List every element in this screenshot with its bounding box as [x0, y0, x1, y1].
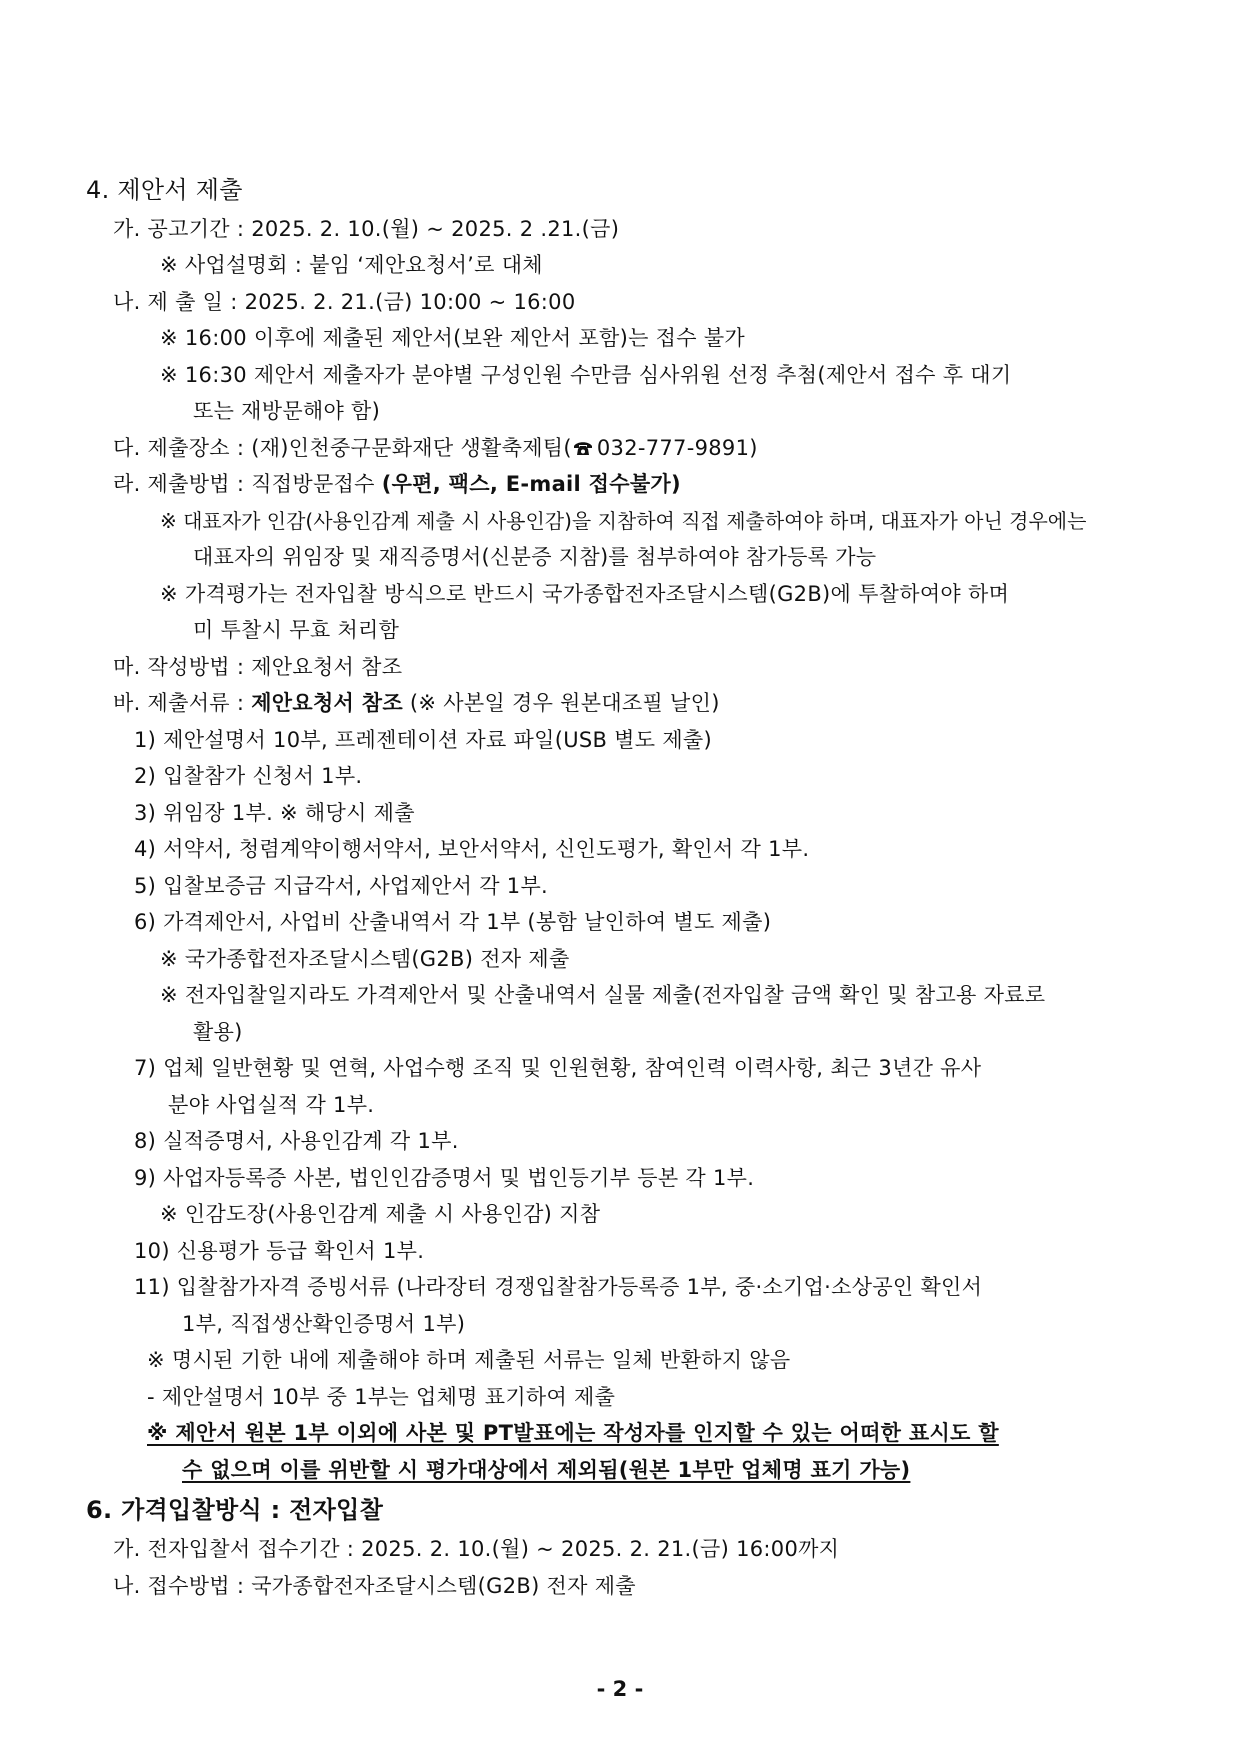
section-4-ra-note-2: ※ 가격평가는 전자입찰 방식으로 반드시 국가종합전자조달시스템(G2B)에 투찰하여야 하며 — [160, 582, 1010, 606]
section-4-ga-note: ※ 사업설명회 : 붙임 ‘제안요청서’로 대체 — [160, 253, 543, 277]
item-11-cont: 1부, 직접생산확인증명서 1부) — [182, 1312, 466, 1336]
company-name-note: - 제안설명서 10부 중 1부는 업체명 표기하여 제출 — [147, 1385, 616, 1409]
section-4-ma: 마. 작성방법 : 제안요청서 참조 — [113, 655, 403, 679]
item-9: 9) 사업자등록증 사본, 법인인감증명서 및 법인등기부 등본 각 1부. — [134, 1166, 755, 1190]
item-7: 7) 업체 일반현황 및 연혁, 사업수행 조직 및 인원현황, 참여인력 이력사항, 최근 3년간 유사 — [134, 1056, 982, 1080]
section-4-ga: 가. 공고기간 : 2025. 2. 10.(월) ~ 2025. 2 .21.(금) — [113, 217, 620, 241]
item-6-note-2: ※ 전자입찰일지라도 가격제안서 및 산출내역서 실물 제출(전자입찰 금액 확인 및 참고용 자료로 — [160, 983, 1046, 1007]
item-7-cont: 분야 사업실적 각 1부. — [168, 1093, 375, 1117]
documents-label: 바. 제출서류 : — [113, 691, 252, 715]
section-4-ba — [113, 690, 720, 716]
item-8: 8) 실적증명서, 사용인감계 각 1부. — [134, 1129, 459, 1153]
list-item: 5) 입찰보증금 지급각서, 사업제안서 각 1부. — [134, 874, 549, 898]
submission-phone: 032-777-9891) — [596, 436, 758, 460]
documents-copy-note: (※ 사본일 경우 원본대조필 날인) — [402, 691, 720, 715]
documents-reference: 제안요청서 참조 — [251, 691, 403, 715]
section-6-ga: 가. 전자입찰서 접수기간 : 2025. 2. 10.(월) ~ 2025. 2. 21.(금) 16:00까지 — [113, 1537, 840, 1561]
section-4-ra-note-2-cont: 미 투찰시 무효 처리함 — [193, 618, 400, 642]
list-item: 1) 제안설명서 10부, 프레젠테이션 자료 파일(USB 별도 제출) — [134, 728, 712, 752]
list-item: 3) 위임장 1부. ※ 해당시 제출 — [134, 801, 415, 825]
submission-method-label: 라. 제출방법 : 직접방문접수 — [113, 472, 382, 496]
section-4-na-note-2: ※ 16:30 제안서 제출자가 분야별 구성인원 수만큼 심사위원 선정 추첨(제안서 접수 후 대기 — [160, 363, 1012, 387]
list-item: 4) 서약서, 청렴계약이행서약서, 보안서약서, 신인도평가, 확인서 각 1부. — [134, 837, 810, 861]
item-10: 10) 신용평가 등급 확인서 1부. — [134, 1239, 425, 1263]
deadline-note: ※ 명시된 기한 내에 제출해야 하며 제출된 서류는 일체 반환하지 않음 — [147, 1348, 791, 1372]
section-4-na: 나. 제 출 일 : 2025. 2. 21.(금) 10:00 ~ 16:00 — [113, 290, 576, 314]
section-4-title: 4. 제안서 제출 — [86, 176, 243, 204]
section-4-da — [113, 435, 758, 463]
list-item: 2) 입찰참가 신청서 1부. — [134, 764, 363, 788]
list-item: 6) 가격제안서, 사업비 산출내역서 각 1부 (봉함 날인하여 별도 제출) — [134, 910, 772, 934]
section-6-na: 나. 접수방법 : 국가종합전자조달시스템(G2B) 전자 제출 — [113, 1574, 636, 1598]
section-4-ra-note-1: ※ 대표자가 인감(사용인감계 제출 시 사용인감)을 지참하여 직접 제출하여야 하며, 대표자가 아닌 경우에는 — [160, 509, 1087, 533]
telephone-icon — [573, 437, 593, 463]
item-6-note-1: ※ 국가종합전자조달시스템(G2B) 전자 제출 — [160, 947, 570, 971]
anonymity-warning: ※ 제안서 원본 1부 이외에 사본 및 PT발표에는 작성자를 인지할 수 있는 어떠한 표시도 할 — [147, 1421, 999, 1445]
section-4-ra — [113, 471, 681, 497]
section-4-ra-note-1-cont: 대표자의 위임장 및 재직증명서(신분증 지참)를 첨부하여야 참가등록 가능 — [193, 545, 877, 569]
section-4-na-note-1: ※ 16:00 이후에 제출된 제안서(보완 제안서 포함)는 접수 불가 — [160, 326, 746, 350]
anonymity-warning-cont: 수 없으며 이를 위반할 시 평가대상에서 제외됨(원본 1부만 업체명 표기 가능) — [182, 1458, 911, 1482]
item-9-note: ※ 인감도장(사용인감계 제출 시 사용인감) 지참 — [160, 1202, 601, 1226]
submission-place-label: 다. 제출장소 : (재)인천중구문화재단 생활축제팀( — [113, 436, 572, 460]
section-6-title: 6. 가격입찰방식 : 전자입찰 — [86, 1496, 384, 1524]
item-6-note-2-cont: 활용) — [193, 1020, 243, 1044]
section-4-na-note-2-cont: 또는 재방문해야 함) — [193, 399, 381, 423]
page-number: - 2 - — [596, 1677, 644, 1701]
submission-method-restriction: (우편, 팩스, E-mail 접수불가) — [381, 472, 681, 496]
item-11: 11) 입찰참가자격 증빙서류 (나라장터 경쟁입찰참가등록증 1부, 중·소기업·소상공인 확인서 — [134, 1275, 983, 1299]
